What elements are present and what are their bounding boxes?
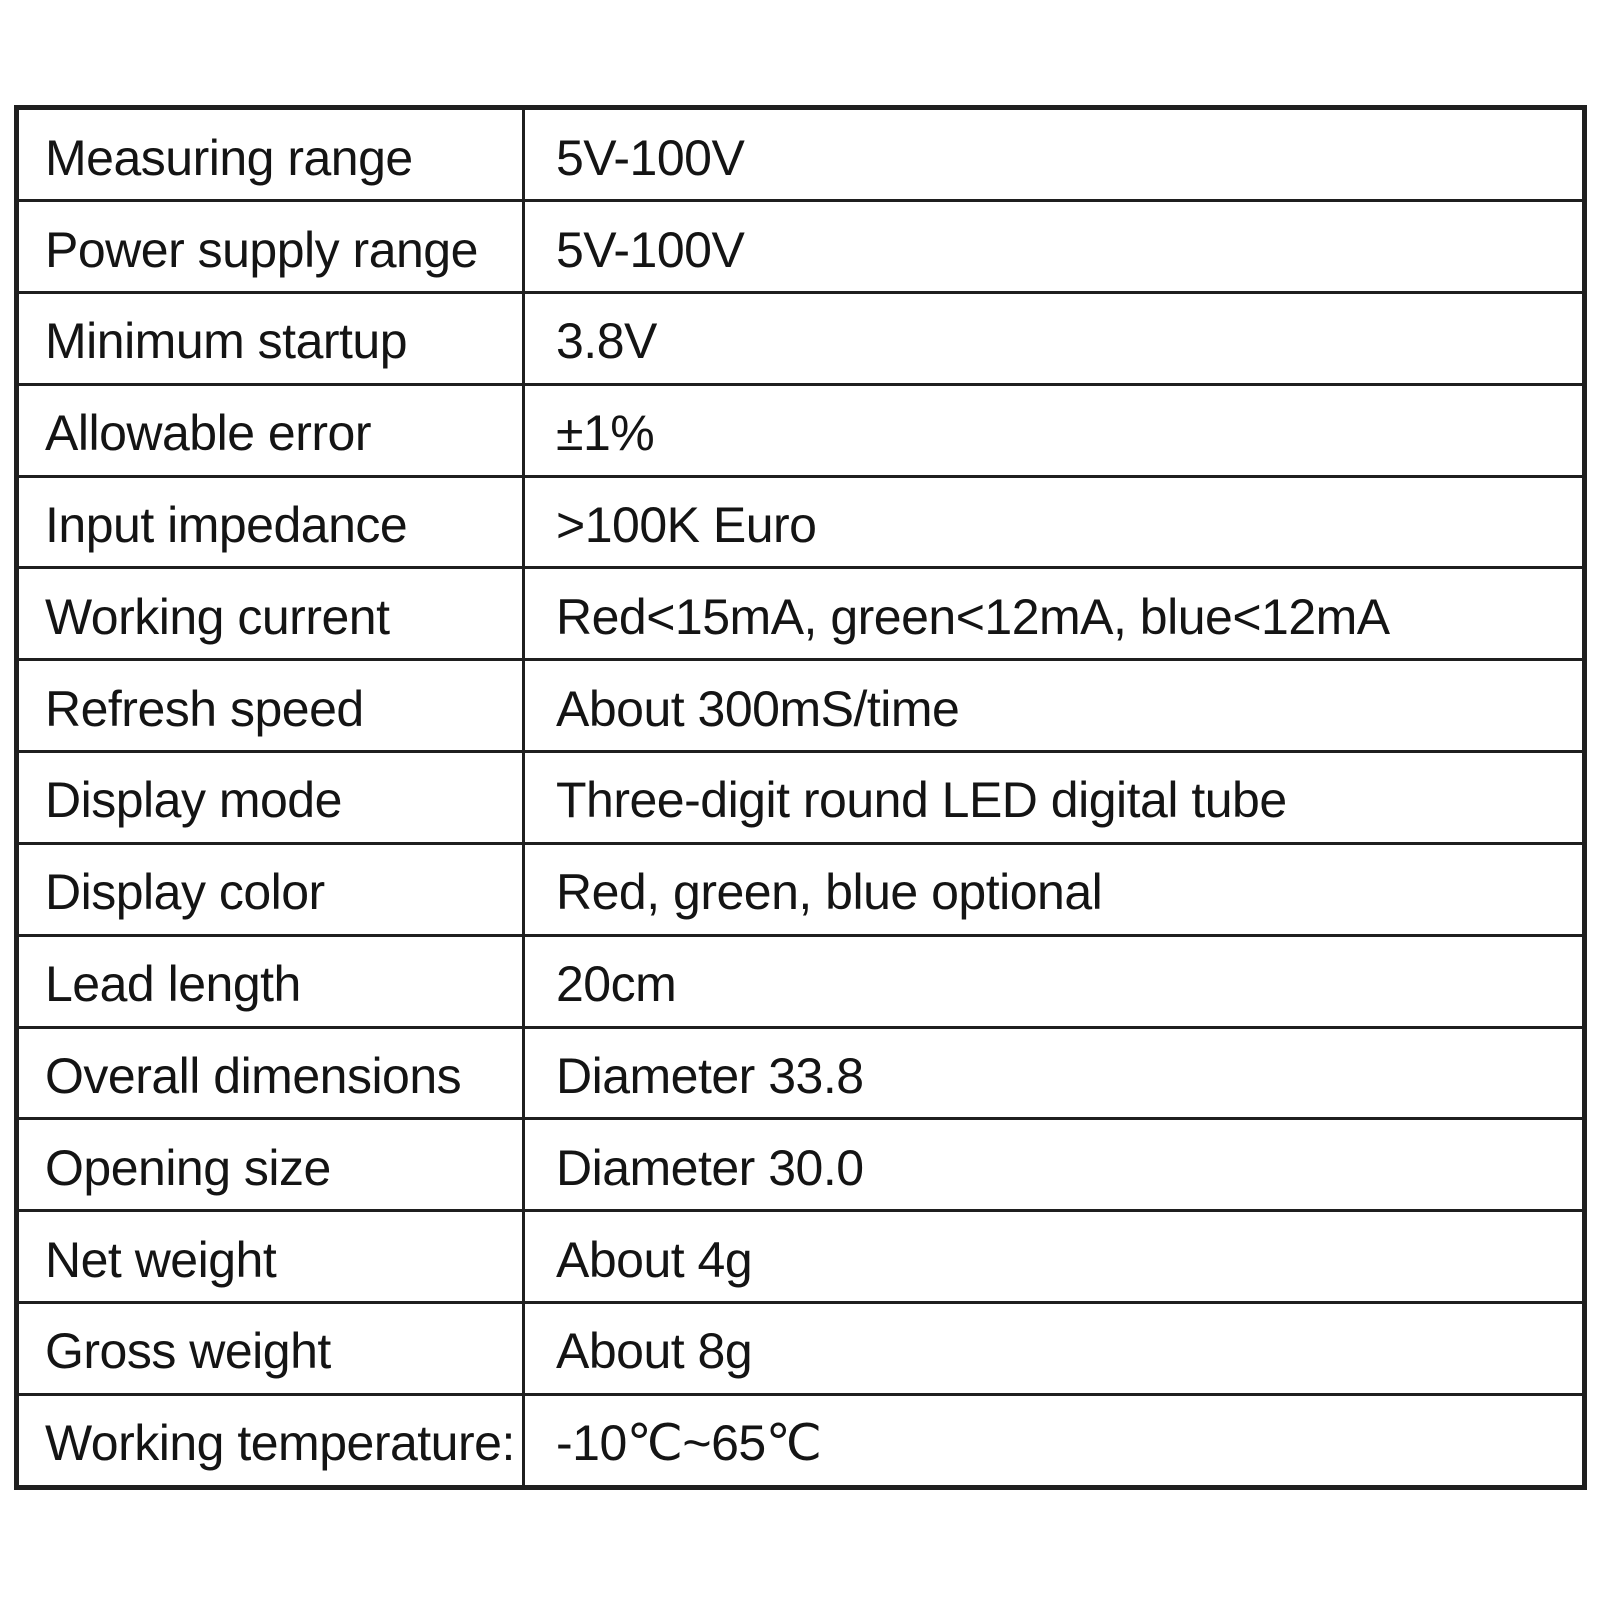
- spec-row: [17, 476, 1585, 568]
- spec-row: [17, 660, 1585, 752]
- spec-value: ±1%: [524, 384, 1585, 476]
- spec-value: About 4g: [524, 1211, 1585, 1303]
- spec-value: -10℃~65℃: [524, 1394, 1585, 1487]
- spec-label: Lead length: [17, 935, 524, 1027]
- spec-row: [17, 935, 1585, 1027]
- spec-row: [17, 752, 1585, 844]
- spec-label: Input impedance: [17, 476, 524, 568]
- spec-row: [17, 293, 1585, 385]
- spec-label: Working current: [17, 568, 524, 660]
- spec-label: Refresh speed: [17, 660, 524, 752]
- spec-label: Gross weight: [17, 1302, 524, 1394]
- spec-label: Net weight: [17, 1211, 524, 1303]
- spec-value: 5V-100V: [524, 108, 1585, 201]
- spec-row: [17, 1119, 1585, 1211]
- spec-row: [17, 568, 1585, 660]
- spec-label: Measuring range: [17, 108, 524, 201]
- spec-value: 20cm: [524, 935, 1585, 1027]
- spec-value: Diameter 30.0: [524, 1119, 1585, 1211]
- spec-row: [17, 1302, 1585, 1394]
- spec-row: [17, 1027, 1585, 1119]
- spec-label: Working temperature:: [17, 1394, 524, 1487]
- spec-row: [17, 201, 1585, 293]
- specification-table: [14, 105, 1587, 1490]
- spec-label: Power supply range: [17, 201, 524, 293]
- spec-value: >100K Euro: [524, 476, 1585, 568]
- spec-row: [17, 1394, 1585, 1487]
- spec-label: Minimum startup: [17, 293, 524, 385]
- spec-value: 3.8V: [524, 293, 1585, 385]
- spec-row: [17, 1211, 1585, 1303]
- spec-row: [17, 384, 1585, 476]
- spec-label: Allowable error: [17, 384, 524, 476]
- spec-value: Red, green, blue optional: [524, 843, 1585, 935]
- spec-label: Display color: [17, 843, 524, 935]
- spec-row: [17, 108, 1585, 201]
- spec-value: Red<15mA, green<12mA, blue<12mA: [524, 568, 1585, 660]
- spec-value: About 300mS/time: [524, 660, 1585, 752]
- spec-value: Three-digit round LED digital tube: [524, 752, 1585, 844]
- spec-value: 5V-100V: [524, 201, 1585, 293]
- spec-value: About 8g: [524, 1302, 1585, 1394]
- spec-label: Opening size: [17, 1119, 524, 1211]
- specification-table-body: [17, 108, 1585, 1488]
- spec-label: Display mode: [17, 752, 524, 844]
- spec-row: [17, 843, 1585, 935]
- spec-value: Diameter 33.8: [524, 1027, 1585, 1119]
- spec-label: Overall dimensions: [17, 1027, 524, 1119]
